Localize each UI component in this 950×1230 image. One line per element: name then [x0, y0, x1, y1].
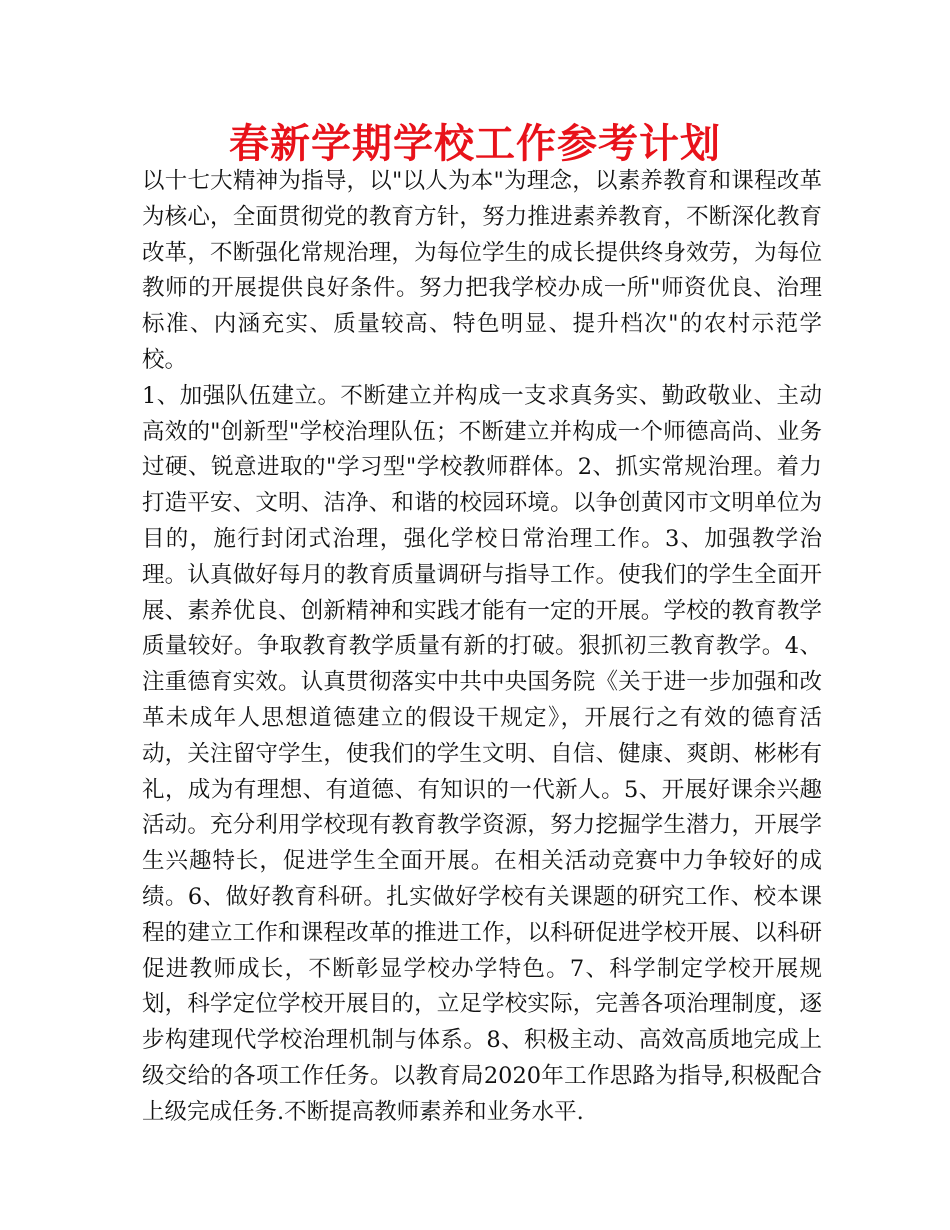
- intro-paragraph: 以十七大精神为指导，以"以人为本"为理念，以素养教育和课程改革为核心，全面贯彻党的教育方针，努力推进素养教育，不断深化教育改革，不断强化常规治理，为每位学生的成长提供终身效劳，为每位教师的开展提供良好条件。努力把我学校办成一所"师资优良、治理标准、内涵充实、质量较高、特色明显、提升档次"的农村示范学校。: [142, 168, 822, 373]
- document-body: [142, 164, 822, 1131]
- plan-items-paragraph: 1、加强队伍建立。不断建立并构成一支求真务实、勤政敬业、主动高效的"创新型"学校治理队伍；不断建立并构成一个师德高尚、业务过硬、锐意进取的"学习型"学校教师群体。2、抓实常规治理。着力打造平安、文明、洁净、和谐的校园环境。以争创黄冈市文明单位为目的，施行封闭式治理，强化学校日常治理工作。3、加强教学治理。认真做好每月的教育质量调研与指导工作。使我们的学生全面开展、素养优良、创新精神和实践才能有一定的开展。学校的教育教学质量较好。争取教育教学质量有新的打破。狠抓初三教育教学。4、注重德育实效。认真贯彻落实中共中央国务院《关于进一步加强和改革未成年人思想道德建立的假设干规定》，开展行之有效的德育活动，关注留守学生，使我们的学生文明、自信、健康、爽朗、彬彬有礼，成为有理想、有道德、有知识的一代新人。5、开展好课余兴趣活动。充分利用学校现有教育教学资源，努力挖掘学生潜力，开展学生兴趣特长，促进学生全面开展。在相关活动竞赛中力争较好的成绩。6、做好教育科研。扎实做好学校有关课题的研究工作、校本课程的建立工作和课程改革的推进工作，以科研促进学校开展、以科研促进教师成长，不断彰显学校办学特色。7、科学制定学校开展规划，科学定位学校开展目的，立足学校实际，完善各项治理制度，逐步构建现代学校治理机制与体系。8、积极主动、高效高质地完成上级交给的各项工作任务。以教育局2020年工作思路为指导,积极配合上级完成任务.不断提高教师素养和业务水平.: [142, 382, 822, 1125]
- document-title: 春新学期学校工作参考计划: [229, 120, 721, 167]
